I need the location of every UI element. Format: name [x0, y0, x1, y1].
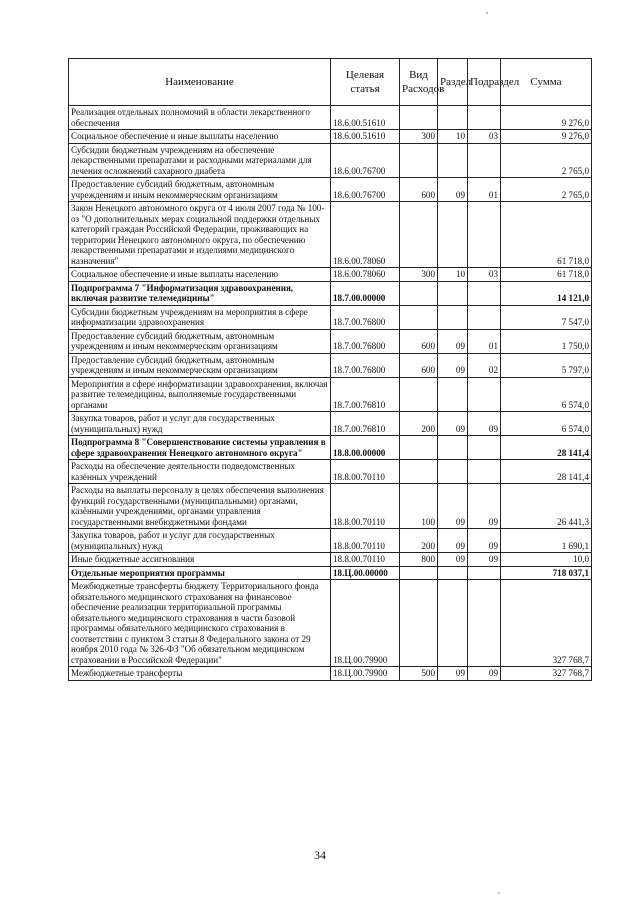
row-subsection: 09 [468, 553, 501, 567]
row-amount: 2 765,0 [501, 178, 592, 202]
table-header-row [69, 59, 592, 106]
row-amount: 28 141,4 [501, 436, 592, 460]
header-name: Наименование [69, 59, 331, 106]
row-name: Предоставление субсидий бюджетным, автономным учреждениям и иным некоммерческим организациям [69, 353, 331, 377]
table-row [69, 329, 592, 353]
row-subsection [468, 143, 501, 178]
row-code: 18.Ц.00.00000 [331, 566, 400, 580]
table-row [69, 143, 592, 178]
row-type: 600 [400, 353, 438, 377]
row-amount: 718 037,1 [501, 566, 592, 580]
table-row [69, 553, 592, 567]
row-code: 18.8.00.00000 [331, 436, 400, 460]
row-name: Социальное обеспечение и иные выплаты населению [69, 268, 331, 282]
row-name: Мероприятия в сфере информатизации здравоохранения, включая развитие телемедицины, выполняемые государственными органами [69, 377, 331, 412]
row-name: Расходы на выплаты персоналу в целях обеспечения выполнения функций государственными (муниципальными) органами, казёнными учреждениями, органами управления государственными внебюджетными фондами [69, 484, 331, 529]
row-amount: 9 276,0 [501, 106, 592, 130]
row-name: Закупка товаров, работ и услуг для государственных (муниципальных) нужд [69, 412, 331, 436]
row-section [438, 580, 468, 667]
row-section: 09 [438, 553, 468, 567]
row-code: 18.6.00.76700 [331, 178, 400, 202]
row-amount: 61 718,0 [501, 202, 592, 268]
row-code: 18.6.00.76700 [331, 143, 400, 178]
row-amount: 26 441,3 [501, 484, 592, 529]
row-type: 500 [400, 667, 438, 681]
row-amount: 327 768,7 [501, 667, 592, 681]
row-amount: 6 574,0 [501, 377, 592, 412]
row-amount: 1 690,1 [501, 529, 592, 553]
row-type: 300 [400, 130, 438, 144]
row-subsection: 01 [468, 329, 501, 353]
row-subsection [468, 106, 501, 130]
row-name: Предоставление субсидий бюджетным, автономным учреждениям и иным некоммерческим организациям [69, 329, 331, 353]
row-section [438, 377, 468, 412]
row-subsection [468, 202, 501, 268]
row-section: 10 [438, 268, 468, 282]
scan-speck [498, 892, 500, 894]
row-code: 18.8.00.70110 [331, 553, 400, 567]
table-row [69, 436, 592, 460]
row-code: 18.7.00.76800 [331, 353, 400, 377]
row-amount: 28 141,4 [501, 460, 592, 484]
row-amount: 2 765,0 [501, 143, 592, 178]
row-subsection [468, 460, 501, 484]
row-type [400, 460, 438, 484]
row-section [438, 106, 468, 130]
row-amount: 327 768,7 [501, 580, 592, 667]
row-name: Социальное обеспечение и иные выплаты населению [69, 130, 331, 144]
row-code: 18.7.00.76810 [331, 412, 400, 436]
row-type: 800 [400, 553, 438, 567]
table-row [69, 484, 592, 529]
row-code: 18.8.00.70110 [331, 484, 400, 529]
table-row [69, 580, 592, 667]
row-amount: 9 276,0 [501, 130, 592, 144]
row-name: Подпрограмма 7 "Информатизация здравоохранения, включая развитие телемедицины" [69, 281, 331, 305]
row-amount: 6 574,0 [501, 412, 592, 436]
scan-speck [486, 12, 488, 14]
row-subsection [468, 305, 501, 329]
row-section: 09 [438, 529, 468, 553]
row-section: 09 [438, 667, 468, 681]
table-row [69, 667, 592, 681]
row-code: 18.Ц.00.79900 [331, 580, 400, 667]
row-name: Подпрограмма 8 "Совершенствование системы управления в сфере здравоохранения Ненецкого автономного округа" [69, 436, 331, 460]
row-type [400, 202, 438, 268]
row-section: 09 [438, 178, 468, 202]
row-type [400, 377, 438, 412]
row-type [400, 436, 438, 460]
row-section: 09 [438, 412, 468, 436]
row-code: 18.7.00.76810 [331, 377, 400, 412]
row-section [438, 566, 468, 580]
row-name: Иные бюджетные ассигнования [69, 553, 331, 567]
row-type [400, 305, 438, 329]
table-row [69, 178, 592, 202]
table-row [69, 460, 592, 484]
row-name: Расходы на обеспечение деятельности подведомственных казённых учреждений [69, 460, 331, 484]
row-section: 10 [438, 130, 468, 144]
table-row [69, 353, 592, 377]
row-name: Отдельные мероприятия программы [69, 566, 331, 580]
header-amount: Сумма [501, 59, 592, 106]
table-row [69, 566, 592, 580]
row-code: 18.6.00.51610 [331, 106, 400, 130]
row-section [438, 143, 468, 178]
row-subsection: 09 [468, 484, 501, 529]
header-subsection: Подраздел [468, 59, 501, 106]
table-row [69, 412, 592, 436]
table-row [69, 529, 592, 553]
table-row [69, 377, 592, 412]
row-name: Межбюджетные трансферты бюджету Территориального фонда обязательного медицинского страхования на финансовое обеспечение реализации территориальной программы обязательного медицинского страхования в части базовой программы обязательного медицинского страхования в соответствии с пунктом 3 статьи 8 Федерального закона от 29 ноября 2010 года № 326-ФЗ "Об обязательном медицинском страховании в Российской Федерации" [69, 580, 331, 667]
row-type: 600 [400, 329, 438, 353]
row-subsection [468, 436, 501, 460]
row-section: 09 [438, 484, 468, 529]
table-row [69, 305, 592, 329]
table-row [69, 106, 592, 130]
row-name: Межбюджетные трансферты [69, 667, 331, 681]
row-name: Закупка товаров, работ и услуг для государственных (муниципальных) нужд [69, 529, 331, 553]
row-subsection [468, 566, 501, 580]
row-code: 18.Ц.00.79900 [331, 667, 400, 681]
row-amount: 5 797,0 [501, 353, 592, 377]
row-code: 18.8.00.70110 [331, 460, 400, 484]
table-row [69, 268, 592, 282]
row-amount: 10,0 [501, 553, 592, 567]
row-name: Реализация отдельных полномочий в области лекарственного обеспечения [69, 106, 331, 130]
row-section: 09 [438, 329, 468, 353]
row-name: Предоставление субсидий бюджетным, автономным учреждениям и иным некоммерческим организациям [69, 178, 331, 202]
row-subsection [468, 580, 501, 667]
row-section [438, 436, 468, 460]
row-type [400, 580, 438, 667]
header-type: Вид Расходов [400, 59, 438, 106]
budget-table [68, 58, 592, 681]
row-subsection: 09 [468, 529, 501, 553]
row-type: 600 [400, 178, 438, 202]
row-code: 18.6.00.78060 [331, 202, 400, 268]
row-amount: 14 121,0 [501, 281, 592, 305]
row-amount: 7 547,0 [501, 305, 592, 329]
table-row [69, 281, 592, 305]
row-section [438, 281, 468, 305]
row-amount: 1 750,0 [501, 329, 592, 353]
row-section: 09 [438, 353, 468, 377]
row-subsection: 03 [468, 268, 501, 282]
row-subsection: 03 [468, 130, 501, 144]
row-name: Закон Ненецкого автономного округа от 4 июля 2007 года № 100-оз "О дополнительных мерах социальной поддержки отдельных категорий граждан Российской Федерации, проживающих на территории Ненецкого автономного округа, по обеспечению лекарственными препаратами и изделиями медицинского назначения" [69, 202, 331, 268]
page-number: 34 [314, 848, 326, 862]
row-type: 100 [400, 484, 438, 529]
row-section [438, 460, 468, 484]
row-subsection: 02 [468, 353, 501, 377]
row-code: 18.7.00.76800 [331, 329, 400, 353]
row-code: 18.8.00.70110 [331, 529, 400, 553]
table-body [69, 106, 592, 681]
row-amount: 61 718,0 [501, 268, 592, 282]
row-subsection: 01 [468, 178, 501, 202]
row-type: 200 [400, 529, 438, 553]
row-code: 18.7.00.76800 [331, 305, 400, 329]
row-name: Субсидии бюджетным учреждениям на обеспечение лекарственными препаратами и расходными материалами для лечения осложнений сахарного диабета [69, 143, 331, 178]
row-section [438, 202, 468, 268]
row-type [400, 143, 438, 178]
row-subsection [468, 281, 501, 305]
row-code: 18.7.00.00000 [331, 281, 400, 305]
row-section [438, 305, 468, 329]
row-subsection [468, 377, 501, 412]
row-type [400, 106, 438, 130]
row-type [400, 281, 438, 305]
table-row [69, 202, 592, 268]
header-code: Целевая статья [331, 59, 400, 106]
row-subsection: 09 [468, 412, 501, 436]
row-type: 200 [400, 412, 438, 436]
row-type [400, 566, 438, 580]
row-type: 300 [400, 268, 438, 282]
table-row [69, 130, 592, 144]
row-code: 18.6.00.51610 [331, 130, 400, 144]
header-section: Раздел [438, 59, 468, 106]
row-name: Субсидии бюджетным учреждениям на мероприятия в сфере информатизации здравоохранения [69, 305, 331, 329]
row-code: 18.6.00.78060 [331, 268, 400, 282]
row-subsection: 09 [468, 667, 501, 681]
